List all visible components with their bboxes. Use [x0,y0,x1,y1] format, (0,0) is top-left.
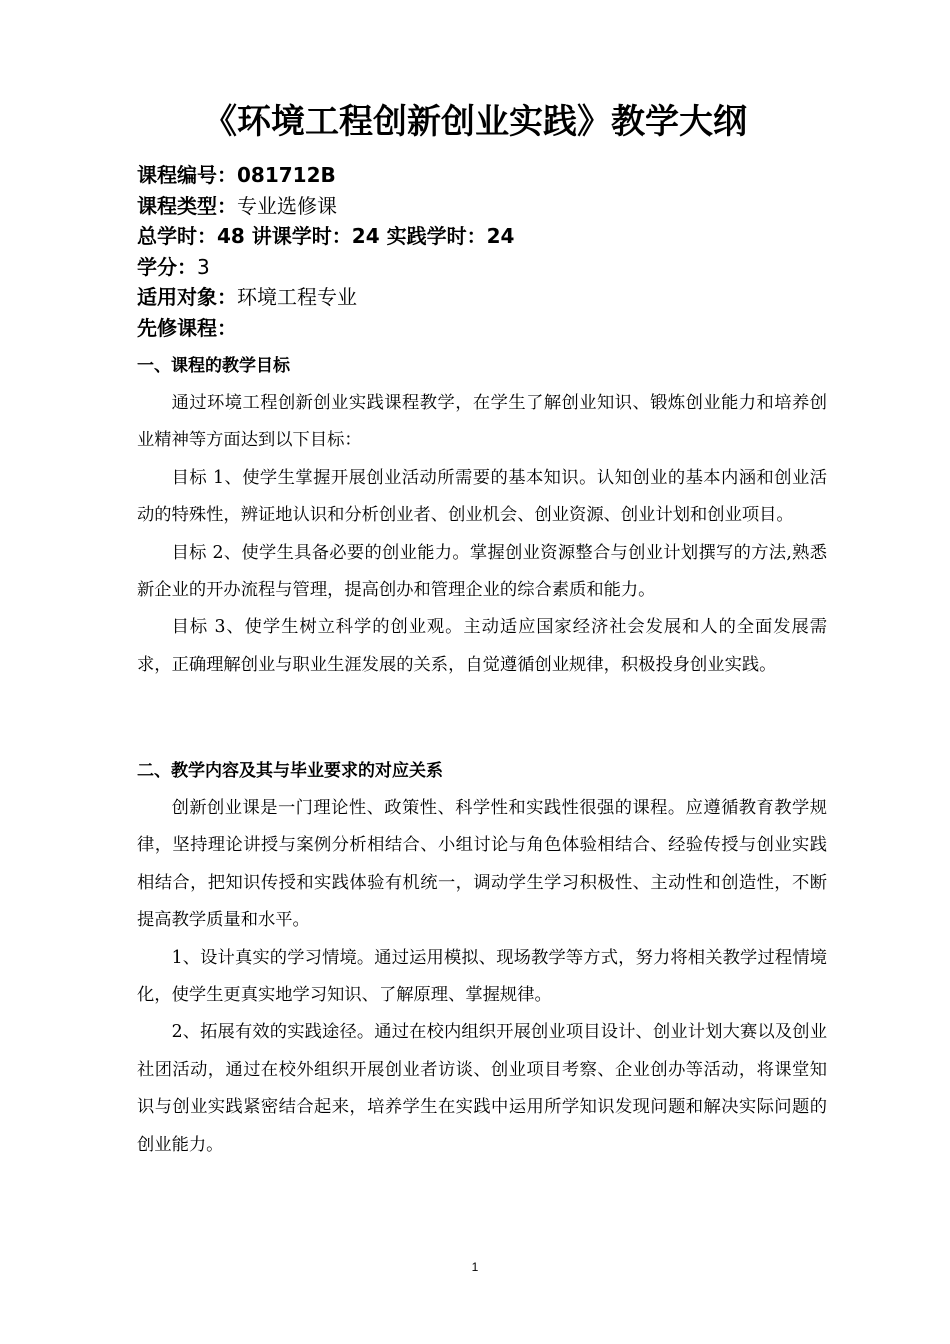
credits-label: 学分： [137,254,197,279]
paragraph: 目标 1、使学生掌握开展创业活动所需要的基本知识。认知创业的基本内涵和创业活动的特殊性，辨证地认识和分析创业者、创业机会、创业资源、创业计划和创业项目。 [137,467,827,526]
paragraph: 1、设计真实的学习情境。通过运用模拟、现场教学等方式，努力将相关教学过程情境化，使学生更真实地学习知识、了解原理、掌握规律。 [137,947,827,1006]
paragraph: 目标 3、使学生树立科学的创业观。主动适应国家经济社会发展和人的全面发展需求，正确理解创业与职业生涯发展的关系，自觉遵循创业规律，积极投身创业实践。 [137,617,827,675]
course-code-label: 课程编号： [137,163,237,187]
target-audience-line [137,282,837,313]
course-info [137,160,837,343]
prerequisites-label: 先修课程： [137,315,237,340]
prerequisites-line [137,313,837,344]
credits-value: 3 [197,254,210,279]
credits-line [137,252,837,283]
paragraph: 通过环境工程创新创业实践课程教学，在学生了解创业知识、锻炼创业能力和培养创业精神等方面达到以下目标： [137,393,827,451]
document-title: 《环境工程创新创业实践》教学大纲 [203,102,747,142]
course-type-line [137,191,837,222]
paragraph: 创新创业课是一门理论性、政策性、科学性和实践性很强的课程。应遵循教育教学规律，坚持理论讲授与案例分析相结合、小组讨论与角色体验相结合、经验传授与创业实践相结合，把知识传授和实践体验有机统一，调动学生学习积极性、主动性和创造性，不断提高教学质量和水平。 [137,798,827,931]
target-audience-value: 环境工程专业 [237,285,357,309]
section-content-mapping [137,758,827,1164]
section-heading: 二、教学内容及其与毕业要求的对应关系 [137,761,443,781]
course-type-value: 专业选修课 [237,193,337,218]
course-code-value: 081712B [237,163,336,187]
total-hours-line [137,221,837,252]
section-heading: 一、课程的教学目标 [137,356,290,376]
target-audience-label: 适用对象： [137,285,237,309]
total-hours-label: 总学时： [137,224,217,248]
paragraph: 目标 2、使学生具备必要的创业能力。掌握创业资源整合与创业计划撰写的方法,熟悉新企业的开办流程与管理，提高创办和管理企业的综合素质和能力。 [137,542,827,601]
total-hours-value: 48 讲课学时：24 实践学时：24 [217,224,515,248]
section-teaching-goals [137,353,827,684]
course-code-line [137,160,837,191]
page-number: 1 [471,1260,479,1274]
paragraph: 2、拓展有效的实践途径。通过在校内组织开展创业项目设计、创业计划大赛以及创业社团活动，通过在校外组织开展创业者访谈、创业项目考察、企业创办等活动，将课堂知识与创业实践紧密结合起来，培养学生在实践中运用所学知识发现问题和解决实际问题的创业能力。 [137,1022,827,1155]
course-type-label: 课程类型： [137,193,237,218]
